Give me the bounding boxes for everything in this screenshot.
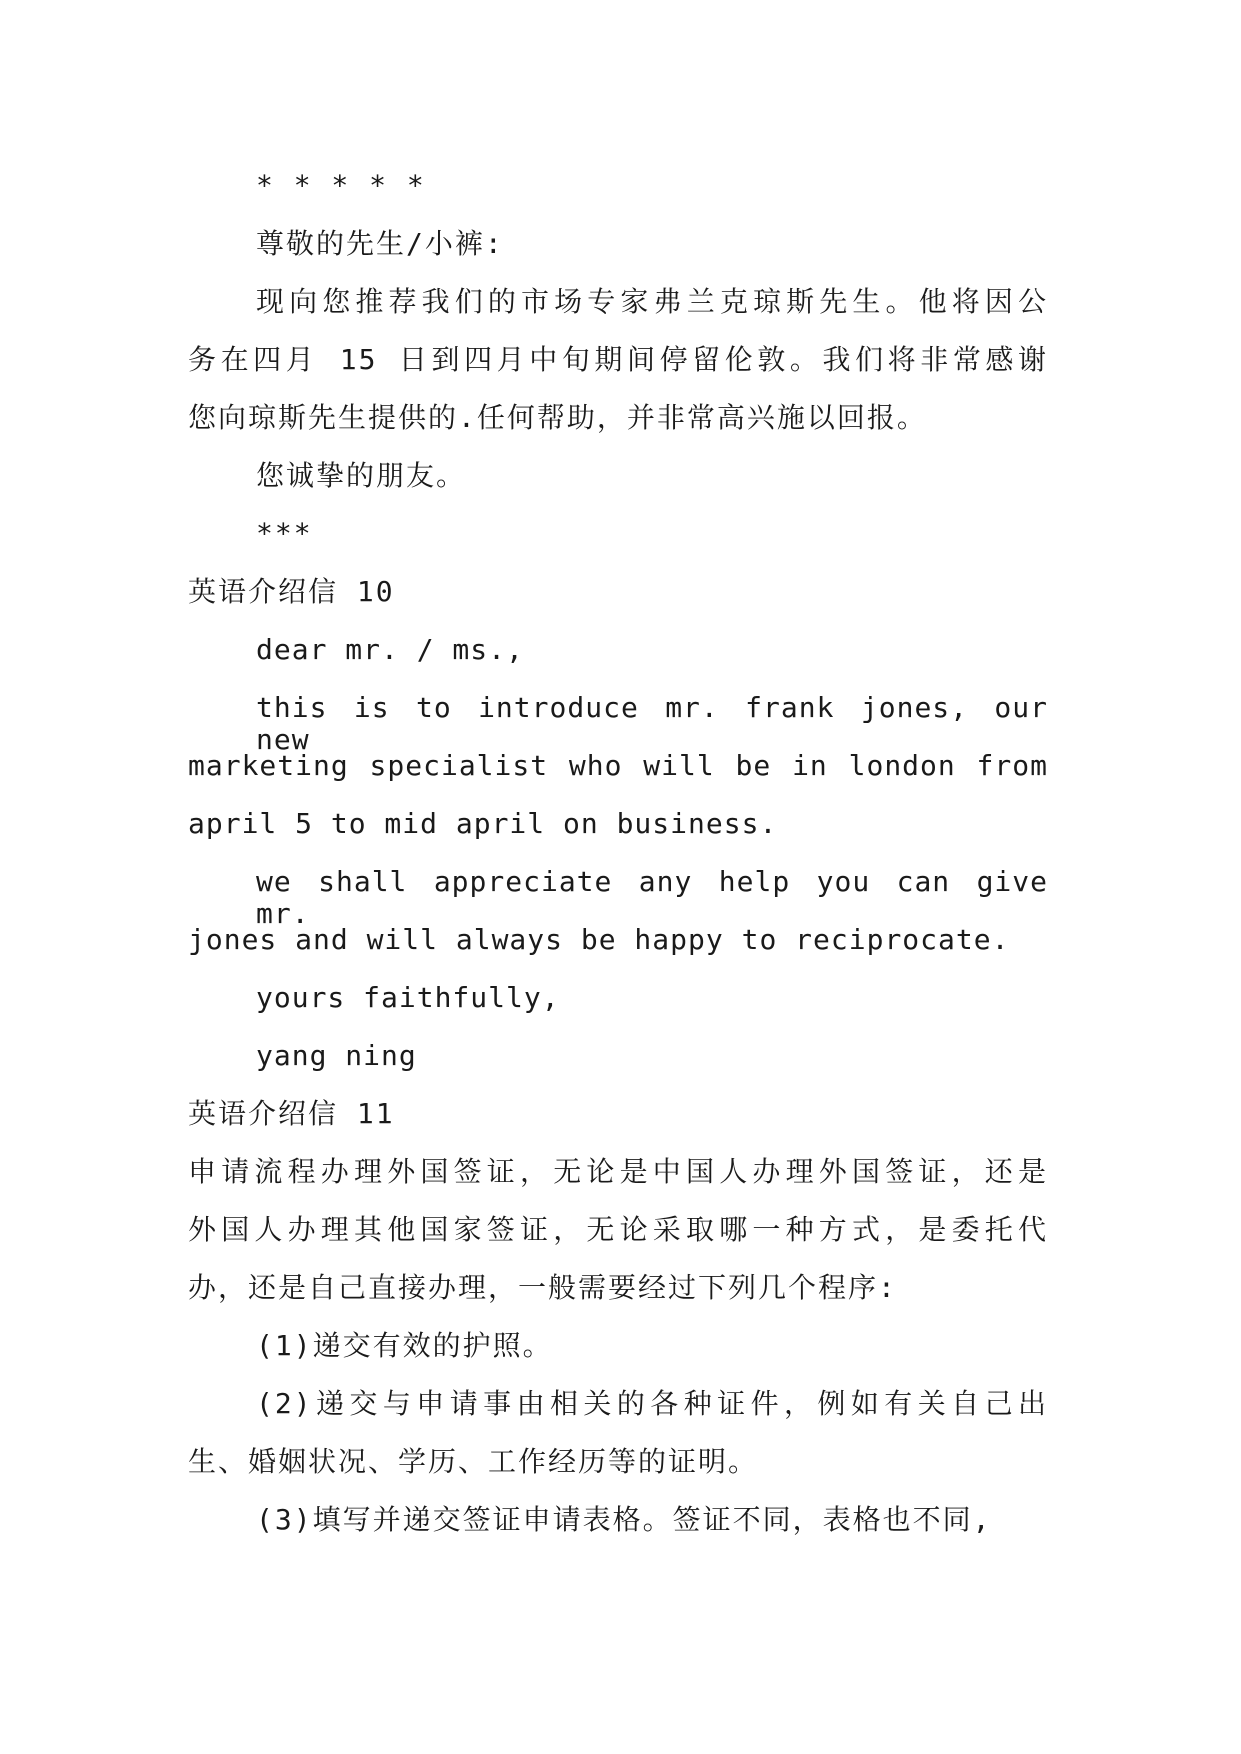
signature-name: yang ning [256,1039,417,1072]
body-en-line-3: april 5 to mid april on business. [188,807,778,840]
body-cn-line-3: 您向琼斯先生提供的.任何帮助，并非常高兴施以回报。 [188,401,927,434]
separator-stars: * * * * * [256,169,426,202]
body-cn-line-2: 务在四月 15 日到四月中旬期间停留伦敦。我们将非常感谢 [188,343,1048,376]
visa-step-2-line-2: 生、婚姻状况、学历、工作经历等的证明。 [188,1445,759,1478]
closing-cn: 您诚挚的朋友。 [256,459,467,492]
visa-intro-line-3: 办，还是自己直接办理，一般需要经过下列几个程序: [188,1271,897,1304]
visa-step-3: (3)填写并递交签证申请表格。签证不同，表格也不同, [256,1503,992,1536]
separator-asterisks: *** [256,517,313,550]
salutation-en: dear mr. / ms., [256,633,524,666]
body-en-line-2: marketing specialist who will be in london from [188,749,1048,782]
body-cn-line-1: 现向您推荐我们的市场专家弗兰克琼斯先生。他将因公 [256,285,1048,318]
visa-intro-line-1: 申请流程办理外国签证，无论是中国人办理外国签证，还是 [188,1155,1048,1188]
visa-step-2-line-1: (2)递交与申请事由相关的各种证件，例如有关自己出 [256,1387,1048,1420]
visa-step-1: (1)递交有效的护照。 [256,1329,553,1362]
body-en-line-1: this is to introduce mr. frank jones, our new [256,691,1048,756]
heading-letter-10: 英语介绍信 10 [188,575,395,608]
closing-en: yours faithfully, [256,981,560,1014]
salutation-cn: 尊敬的先生/小裤: [256,227,504,260]
heading-letter-11: 英语介绍信 11 [188,1097,395,1130]
body-en-line-5: jones and will always be happy to reciprocate. [188,923,1010,956]
visa-intro-line-2: 外国人办理其他国家签证，无论采取哪一种方式，是委托代 [188,1213,1048,1246]
body-en-line-4: we shall appreciate any help you can give mr. [256,865,1048,930]
